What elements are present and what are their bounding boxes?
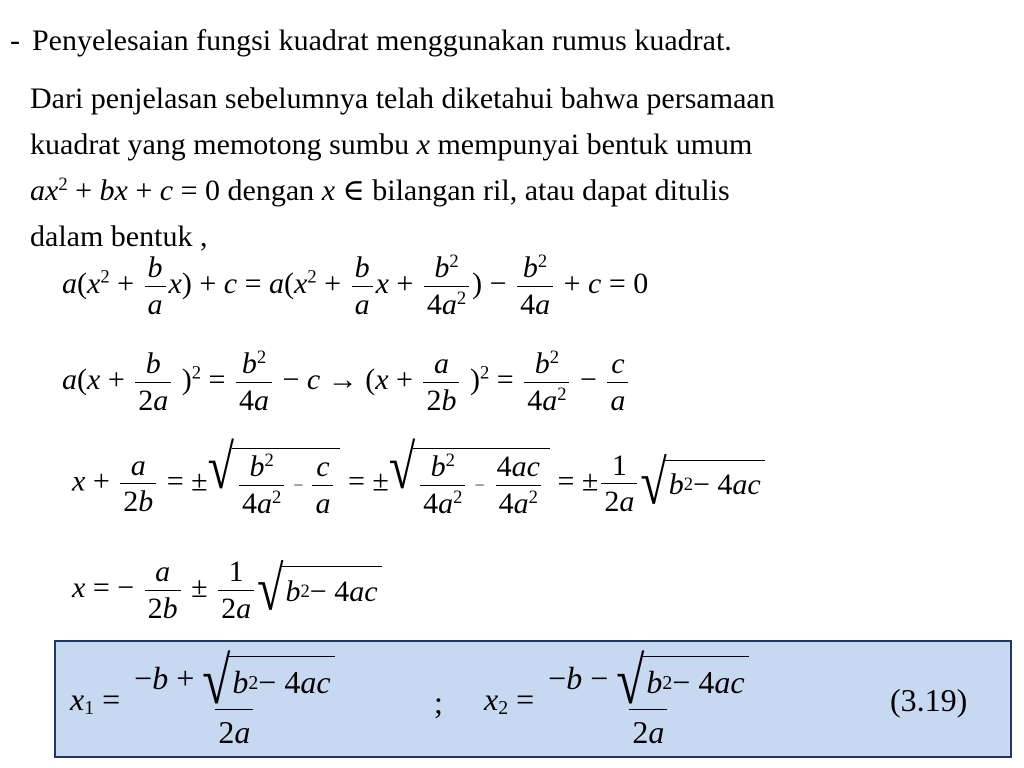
equation-square-form: a(x + $\frac{b}{2a}$ )$^2$ = $\frac{b^2}{4a}$ − c → (x + $\frac{a}{2b}$ )$^2$ = $\frac{b^2}{4a^2}$ − $\frac{c}{a}$ bbox=[62, 348, 631, 416]
paragraph-line-3-post: dengan bbox=[220, 174, 322, 207]
equation-separator: ; bbox=[434, 684, 443, 720]
paragraph-line-4: dalam bentuk , bbox=[30, 220, 208, 253]
element-of-symbol: ∈ bbox=[335, 174, 373, 207]
quadratic-formula-box bbox=[54, 640, 1012, 758]
paragraph-line-1: Dari penjelasan sebelumnya telah diketahui bahwa persamaan bbox=[30, 82, 775, 115]
equation-x1: $x_1$ = −b + √ b 2 − 4 ac 2a bbox=[70, 656, 341, 750]
paragraph-line-2-post: mempunyai bentuk umum bbox=[429, 128, 753, 161]
equation-number: (3.19) bbox=[890, 682, 968, 718]
equation-square-root: x + $\frac{a}{2b}$ = ± √ $\frac{b^2}{4a^2}$ − $\frac{c}{a}$ = ± √ $\frac{b^2}{4a^2}$ − $\frac{4ac}{4a^2}$ = ± $\frac{1}{2a}$ √ b 2 − 4 ac bbox=[72, 448, 765, 519]
paragraph-line-3 bbox=[30, 173, 1010, 207]
paragraph-line-2 bbox=[30, 130, 1010, 160]
paragraph-line-2-var: x bbox=[416, 128, 430, 161]
equation-x-solution: x = − $\frac{a}{2b}$ ± $\frac{1}{2a}$ √ b 2 − 4 ac bbox=[72, 556, 382, 624]
equation-x2: $x_2$ = −b − √ b 2 − 4 ac 2a bbox=[484, 656, 755, 750]
bullet-dash: - bbox=[10, 24, 20, 57]
bullet-heading: Penyelesaian fungsi kuadrat menggunakan rumus kuadrat. bbox=[32, 24, 732, 57]
paragraph-line-2-pre: kuadrat yang memotong sumbu bbox=[30, 128, 417, 161]
paragraph-line-3-var: x bbox=[321, 174, 336, 207]
general-form-equation: $ax^2$ + bx + c = 0 bbox=[30, 173, 221, 207]
equation-completing-square: $a(x^2$ + $\frac{b}{a}$ $x) + c = a(x^2$ + $\frac{b}{a}$ x + $\frac{b^2}{4a^2}$ ) − $\frac{b^2}{4a}$ + c = 0 bbox=[62, 250, 649, 321]
paragraph-line-3-tail: bilangan ril, atau dapat ditulis bbox=[372, 174, 730, 207]
